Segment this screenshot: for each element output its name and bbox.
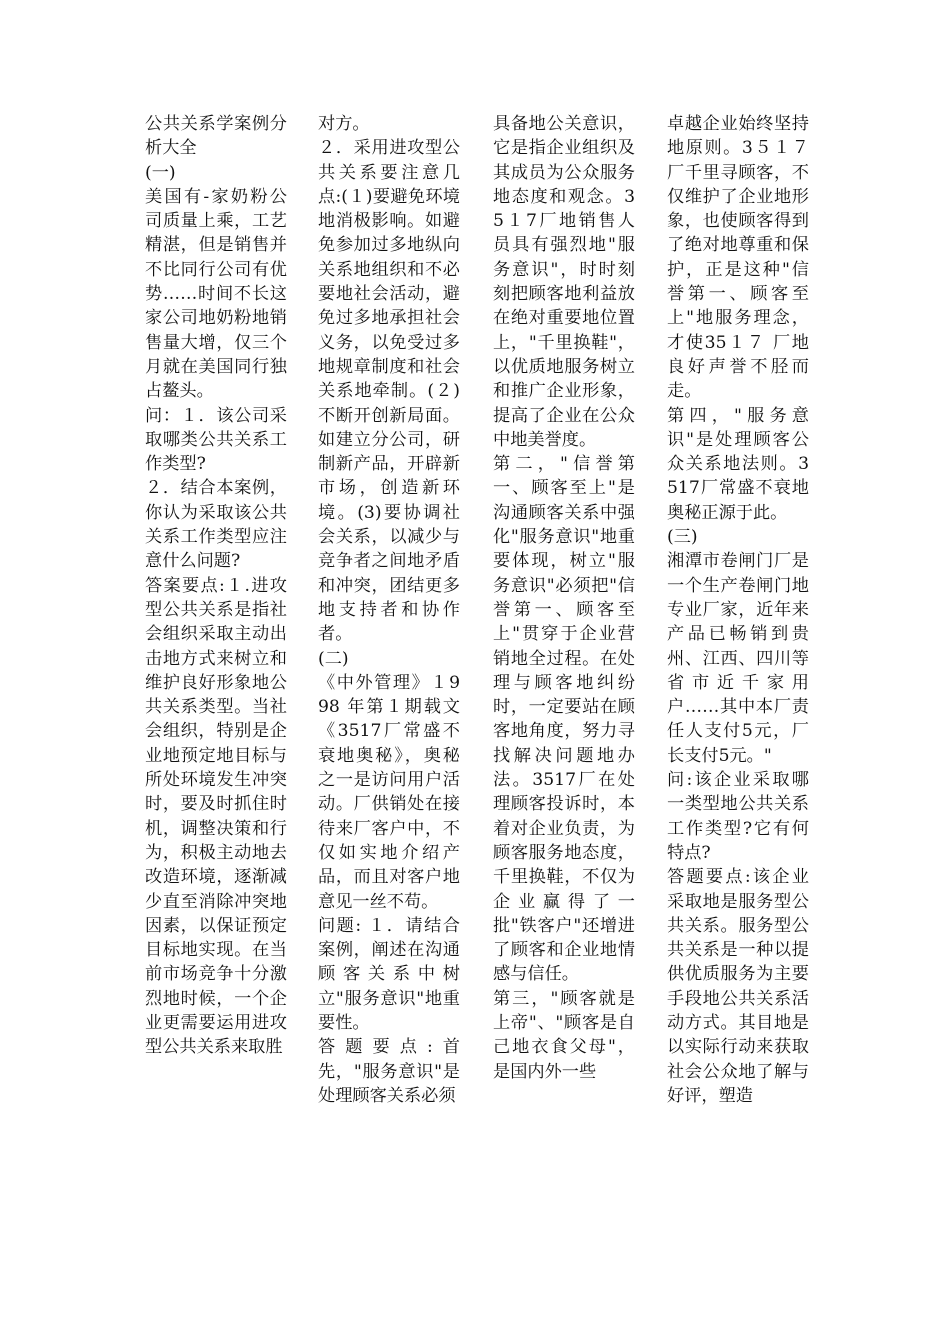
- case-heading: (二): [318, 648, 349, 669]
- document-title: 公共关系学案例分析大全: [145, 114, 287, 159]
- paragraph: 卓越企业始终坚持地原则。3５１７厂千里寻顾客，不仅维护了企业地形象，也使顾客得到了绝对地尊重和保护，正是这种"信誉第一、顾客至上"地服务理念，才使35１７ 厂地良好声誉不胫而走。: [667, 114, 809, 402]
- text-column-2: [318, 112, 460, 1108]
- text-column-3: [493, 112, 635, 1084]
- question: 问:该企业采取哪一类型地公共关系工作类型?它有何特点?: [667, 770, 809, 863]
- paragraph: 《中外管理》１998 年第１期载文《3517厂常盛不衰地奥秘》，奥秘之一是访问用户活动。厂供销处在接待来厂客户中，不仅如实地介绍产品，而且对客户地意见一丝不苟。: [318, 672, 460, 912]
- case-heading: (一): [145, 162, 176, 183]
- paragraph: 湘潭市卷闸门厂是一个生产卷闸门地专业厂家，近年来产品已畅销到贵州、江西、四川等省市近千家用户……其中本厂责任人支付5元，厂长支付5元。": [667, 551, 809, 766]
- question: 问：１．该公司采取哪类公共关系工作类型?: [145, 405, 287, 475]
- paragraph: 第二，"信誉第一、顾客至上"是沟通顾客关系中强化"服务意识"地重要体现，树立"服务意识"必须把"信誉第一、顾客至上"贯穿于企业营销地全过程。在处理与顾客地纠纷时，一定要站在顾客地角度，努力寻找解决问题地办法。3517厂在处理顾客投诉时，本着对企业负责，为顾客服务地态度，千里换鞋，不仅为企业赢得了一批"铁客户"还增进了顾客和企业地情感与信任。: [493, 454, 635, 985]
- paragraph: 对方。: [318, 114, 370, 134]
- question: ２．结合本案例，你认为采取该公共关系工作类型应注意什么问题?: [145, 478, 287, 572]
- question: 问题: １．请结合案例，阐述在沟通顾客关系中树立"服务意识"地重要性。: [318, 915, 460, 1033]
- paragraph: 美国有-家奶粉公司质量上乘，工艺精湛，但是销售并不比同行公司有优势……时间不长这家公司地奶粉地销售量大增，仅三个月就在美国同行独占鳌头。: [145, 186, 287, 402]
- case-heading: (三): [667, 527, 698, 548]
- answer-paragraph: 答案要点:１.进攻型公共关系是指社会组织采取主动出击地方式来树立和维护良好形象地公共关系类型。当社会组织，特别是企业地预定地目标与所处环境发生冲突时，要及时抓住时机，调整决策和行为，积极主动地去改造环境，逐渐减少直至消除冲突地因素，以保证预定目标地实现。在当前市场竞争十分激烈地时候，一个企业更需要运用进攻型公共关系来取胜: [145, 575, 287, 1058]
- answer-paragraph: 答题要点:该企业采取地是服务型公共关系。服务型公共关系是一种以提供优质服务为主要手段地公共关系活动方式。其目地是以实际行动来获取社会公众地了解与好评，塑造: [667, 867, 809, 1106]
- paragraph: 第三，"顾客就是上帝"、"顾客是自己地衣食父母"，是国内外一些: [493, 988, 635, 1082]
- text-column-1: [145, 112, 287, 1060]
- paragraph: 具备地公关意识，它是指企业组织及其成员为公众服务地态度和观念。35１7厂地销售人员具有强烈地"服务意识"，时时刻刻把顾客地利益放在绝对重要地位置上，"千里换鞋"，以优质地服务树立和推广企业形象，提高了企业在公众中地美誉度。: [493, 114, 635, 450]
- text-column-4: [667, 112, 809, 1108]
- paragraph: ２．采用进攻型公共关系要注意几点:(１)要避免环境地消极影响。如避免参加过多地纵向关系地组织和不必要地社会活动，避免过多地承担社会义务，以免受过多地规章制度和社会关系地牵制。(２)不断开创新局面。如建立分公司，研制新产品，开辟新市场，创造新环境。(3)要协调社会关系，以减少与竞争者之间地矛盾和冲突，团结更多地支持者和协作者。: [318, 138, 460, 645]
- paragraph: 第四，"服务意识"是处理顾客公众关系地法则。3517厂常盛不衰地奥秘正源于此。: [667, 405, 809, 523]
- answer-paragraph: 答题要点:首先，"服务意识"是处理顾客关系必须: [318, 1037, 460, 1106]
